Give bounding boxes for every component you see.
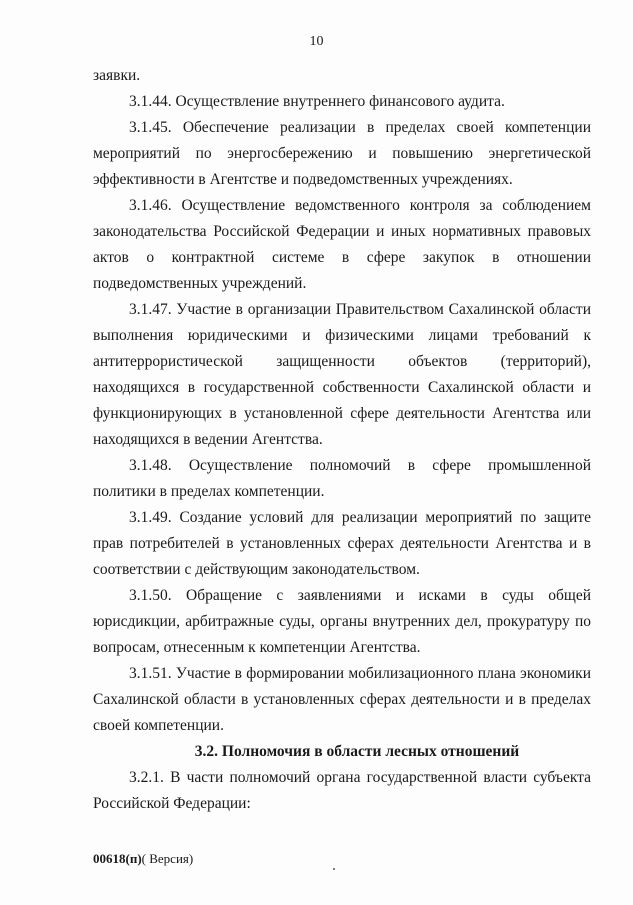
document-footer [93, 851, 193, 867]
section-heading: 3.2. Полномочия в области лесных отношений [194, 743, 520, 760]
paragraph-3-1-45: 3.1.45. Обеспечение реализации в пределах своей компетенции мероприятий по энергосбережению и повышению энергетической эффективности в Агентстве и подведомственных учреждениях. [93, 119, 591, 188]
page-number: 10 [309, 34, 324, 49]
paragraph-3-2-1: 3.2.1. В части полномочий органа государственной власти субъекта Российской Федерации: [93, 769, 591, 812]
document-body [93, 63, 591, 817]
paragraph-3-1-49: 3.1.49. Создание условий для реализации мероприятий по защите прав потребителей в установленных сферах деятельности Агентства и в соответствии с действующим законодательством. [93, 509, 591, 578]
document-version-label: ( Версия) [141, 851, 194, 866]
scan-speck [333, 868, 335, 870]
document-code: 00618(п) [93, 851, 142, 866]
paragraph-3-1-48: 3.1.48. Осуществление полномочий в сфере промышленной политики в пределах компетенции. [93, 457, 591, 500]
paragraph-3-1-51: 3.1.51. Участие в формировании мобилизационного плана экономики Сахалинской области в установленных сферах деятельности и в пределах своей компетенции. [93, 665, 591, 734]
paragraph-3-1-47: 3.1.47. Участие в организации Правительством Сахалинской области выполнения юридическими и физическими лицами требований к антитеррористической защищенности объектов (территорий), находящихся в государственной собственности Сахалинской области и функционирующих в установленной сфере деятельности Агентства или находящихся в ведении Агентства. [93, 301, 591, 448]
paragraph-3-1-44: 3.1.44. Осуществление внутреннего финансового аудита. [129, 93, 505, 110]
paragraph-continuation: заявки. [93, 67, 141, 84]
paragraph-3-1-46: 3.1.46. Осуществление ведомственного контроля за соблюдением законодательства Российской Федерации и иных нормативных правовых актов о контрактной системе в сфере закупок в отношении подведомственных учреждений. [93, 197, 591, 292]
paragraph-3-1-50: 3.1.50. Обращение с заявлениями и исками в суды общей юрисдикции, арбитражные суды, органы внутренних дел, прокуратуру по вопросам, отнесенным к компетенции Агентства. [93, 587, 591, 656]
